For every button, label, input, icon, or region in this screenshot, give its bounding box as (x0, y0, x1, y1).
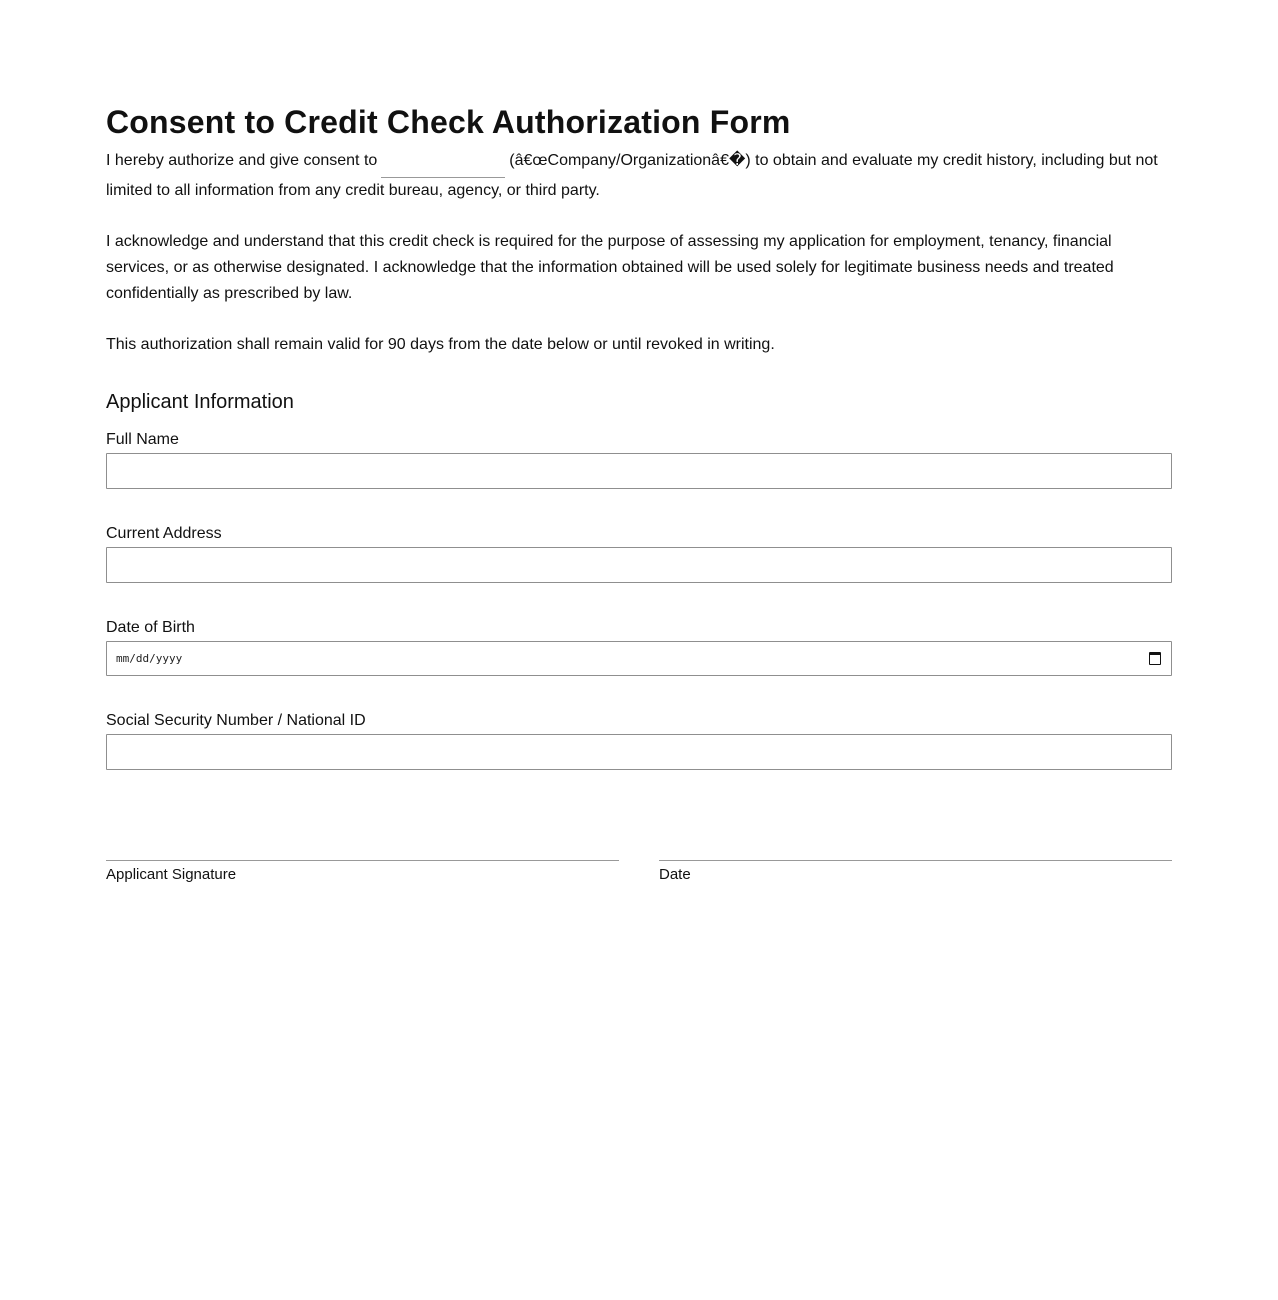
full-name-label: Full Name (106, 430, 179, 448)
ssn-input[interactable] (106, 734, 1172, 770)
dob-label: Date of Birth (106, 618, 195, 636)
full-name-field (106, 431, 1172, 489)
company-name-input[interactable] (381, 157, 505, 178)
address-input[interactable] (106, 547, 1172, 583)
dob-field (106, 619, 1172, 676)
intro-text-before: I hereby authorize and give consent to (106, 152, 378, 169)
section-title: Applicant Information (106, 390, 294, 413)
ssn-label: Social Security Number / National ID (106, 711, 366, 729)
dob-placeholder: mm/dd/yyyy (116, 651, 183, 665)
full-name-input[interactable] (106, 453, 1172, 489)
intro-text-after: (â€œCompany/Organizationâ€�) to obtain and evaluate my credit history, including but not limited to all information from any credit bureau, agency, or third party. (106, 152, 1158, 199)
address-field (106, 525, 1172, 583)
form-page (106, 0, 1172, 883)
intro-paragraph (106, 148, 1172, 204)
page-title: Consent to Credit Check Authorization Form (106, 104, 791, 140)
address-label: Current Address (106, 524, 222, 542)
date-signature-line: Date (659, 860, 1172, 883)
signature-row (106, 860, 1172, 883)
applicant-signature-line: Applicant Signature (106, 860, 619, 883)
dob-input[interactable] (106, 641, 1172, 676)
ssn-field (106, 712, 1172, 770)
calendar-icon[interactable] (1149, 652, 1161, 665)
acknowledgement-paragraph: I acknowledge and understand that this credit check is required for the purpose of assessing my application for employment, tenancy, financial services, or as otherwise designated. I acknowledge that the information obtained will be used solely for legitimate business needs and treated confidentially as prescribed by law. (106, 232, 1114, 302)
validity-paragraph: This authorization shall remain valid for 90 days from the date below or until revoked in writing. (106, 335, 775, 353)
